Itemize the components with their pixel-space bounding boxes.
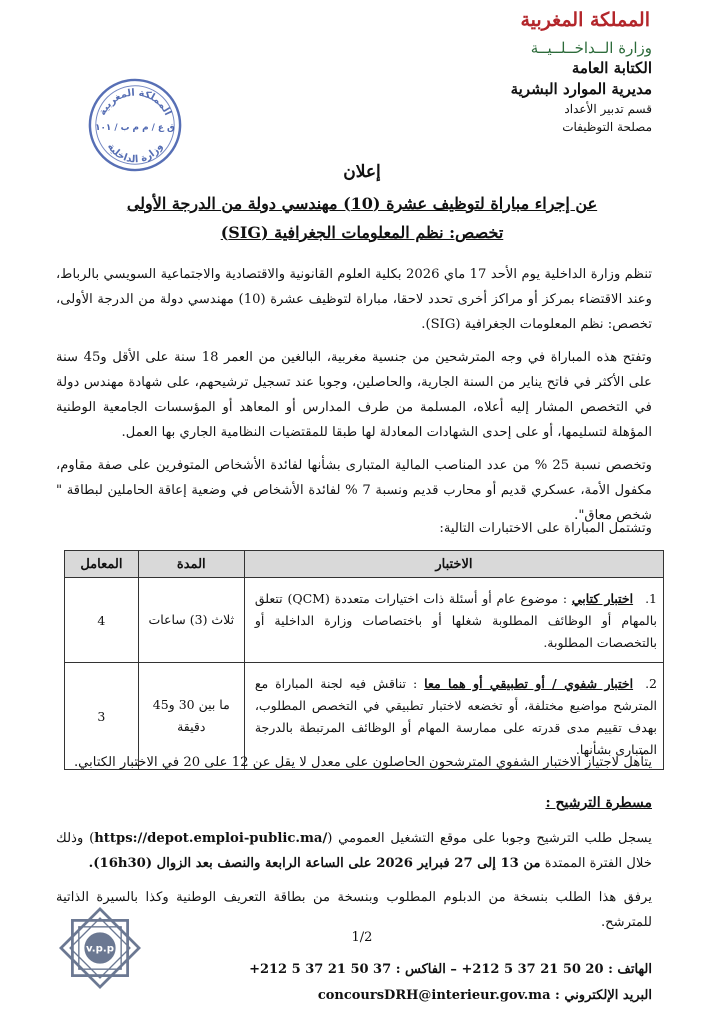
paragraph-exam-date: تنظم وزارة الداخلية يوم الأحد 17 ماي 2026 بكلية العلوم القانونية والاقتصادية والاجتماعية السويسي بالرباط، وعند الاقتضاء بمركز أو مراكز أخرى تحدد لاحقا، مباراة لتوظيف عشرة (10) مهندسي دولة من الدرجة الأولى، تخصص: نظم المعلومات الجغرافية (SIG). — [56, 267, 653, 332]
logo-text: v.p.p — [86, 943, 114, 955]
email-label: البريد الإلكتروني : — [555, 988, 652, 1003]
fax-label: – الفاكس : — [395, 962, 457, 977]
candidature-heading: مسطرة الترشيح : — [545, 795, 652, 811]
paragraph-quotas: وتخصص نسبة 25 % من عدد المناصب المالية المتبارى بشأنها لفائدة الأشخاص المتوفرين على صفة مقاوم، مكفول الأمة، عسكري قديم أو محارب قديم ونسبة 7 % لفائدة الأشخاص في وضعية إعاقة الحاملين لبطاقة " شخص معاق". — [56, 458, 652, 523]
directorate-name: مديرية الموارد البشرية — [510, 80, 652, 98]
announcement-label: إعلان — [343, 162, 381, 182]
duration-cell: ما بين 30 و45 دقيقة — [138, 663, 244, 770]
header-test: الاختبار — [244, 551, 663, 578]
paragraph-oral-condition: يتأهل لاجتياز الاختبار الشفوي المترشحون الحاصلون على معدل لا يقل عن 12 على 20 في الاختبار الكتابي. — [73, 755, 652, 770]
candidature-text-a: يسجل طلب الترشيح وجوبا على موقع التشغيل العمومي ( — [327, 831, 652, 846]
fax-number: +212 5 37 21 50 37 — [249, 962, 392, 977]
phone-number: +212 5 37 21 50 20 — [461, 962, 604, 977]
official-stamp — [86, 76, 184, 174]
footer-email — [318, 988, 652, 1003]
coefficient-cell: 3 — [65, 663, 139, 770]
candidature-text-b: ) وذلك خلال الفترة الممتدة — [56, 831, 652, 871]
table-row — [65, 578, 664, 663]
announcement-title: عن إجراء مباراة لتوظيف عشرة (10) مهندسي دولة من الدرجة الأولى — [126, 194, 598, 213]
header-duration: المدة — [138, 551, 244, 578]
test-name: اختبار كتابي — [571, 591, 634, 606]
paragraph-candidature — [56, 826, 652, 876]
test-number: 1. — [645, 591, 657, 606]
division-name: قسم تدبير الأعداد — [564, 102, 652, 116]
email-link[interactable]: concoursDRH@interieur.gov.ma — [317, 988, 551, 1003]
test-description: : موضوع عام أو أسئلة ذات اختيارات متعددة (QCM) تتعلق بالمهام أو الوظائف المطلوبة شغلها أو باختصاصات وزارة الداخلية أو بالتخصصات المطلوبة. — [254, 591, 657, 650]
footer-contact — [249, 962, 652, 977]
announcement-specialty: تخصص: نظم المعلومات الجغرافية (SIG) — [220, 223, 504, 242]
svg-text:المملكة المغربية — [97, 88, 173, 118]
test-cell — [244, 578, 663, 663]
letterhead — [392, 8, 652, 136]
test-description: : تناقش فيه لجنة المباراة مع المترشح مواضيع مختلفة، أو تخضعه لاختبار تطبيقي في التخصص المطلوب، بهدف تقييم مدى قدرته على ممارسة المهام أو الوظائف المرتبطة بالدرجة المتبارى بشأنها. — [254, 676, 657, 757]
coefficient-cell: 4 — [65, 578, 139, 663]
service-name: مصلحة التوظيفات — [562, 120, 652, 134]
general-secretariat: الكتابة العامة — [571, 59, 652, 77]
candidature-period: من 13 إلى 27 فبراير 2026 على الساعة الرابعة والنصف بعد الزوال (16h30). — [88, 856, 541, 871]
candidature-url-link[interactable]: https://depot.emploi-public.ma/ — [94, 831, 328, 846]
stamp-bottom-text: وزارة الداخلية — [104, 141, 166, 166]
tests-table — [64, 550, 664, 770]
paragraph-attachments: يرفق هذا الطلب بنسخة من الدبلوم المطلوب وبنسخة من بطاقة التعريف الوطنية وكذا بالسيرة الذاتية للمترشح. — [56, 890, 652, 930]
test-number: 2. — [645, 676, 657, 691]
stamp-top-text: المملكة المغربية — [97, 87, 174, 118]
test-name: اختبار شفوي / أو تطبيقي أو هما معا — [424, 676, 634, 691]
page-number: 1/2 — [351, 930, 373, 945]
stamp-center-text: ق ع / م م ب / ١٠١ — [95, 122, 175, 133]
ministry-name: وزارة الــداخــلــيــة — [530, 39, 652, 57]
phone-label: الهاتف : — [608, 962, 652, 977]
table-header-row — [65, 551, 664, 578]
ministry-logo — [54, 902, 146, 994]
header-coefficient: المعامل — [65, 551, 139, 578]
paragraph-tests-intro: وتشتمل المباراة على الاختبارات التالية: — [439, 521, 652, 536]
kingdom-name: المملكة المغربية — [520, 9, 650, 31]
paragraph-eligibility: وتفتح هذه المباراة في وجه المترشحين من جنسية مغربية، البالغين من العمر 18 سنة على الأقل و45 سنة على الأكثر في فاتح يناير من السنة الجارية، والحاصلين، وجوبا عند تسجيل ترشيحهم، على شهادة مهندس دولة في التخصص المشار إليه أعلاه، المسلمة من طرف المدارس أو المعاهد أو المؤسسات الجامعية الوطنية المؤهلة لتسليمها، أو على إحدى الشهادات المعادلة لها طبقا للمقتضيات النظامية الجاري بها العمل. — [56, 350, 652, 440]
duration-cell: ثلاث (3) ساعات — [138, 578, 244, 663]
